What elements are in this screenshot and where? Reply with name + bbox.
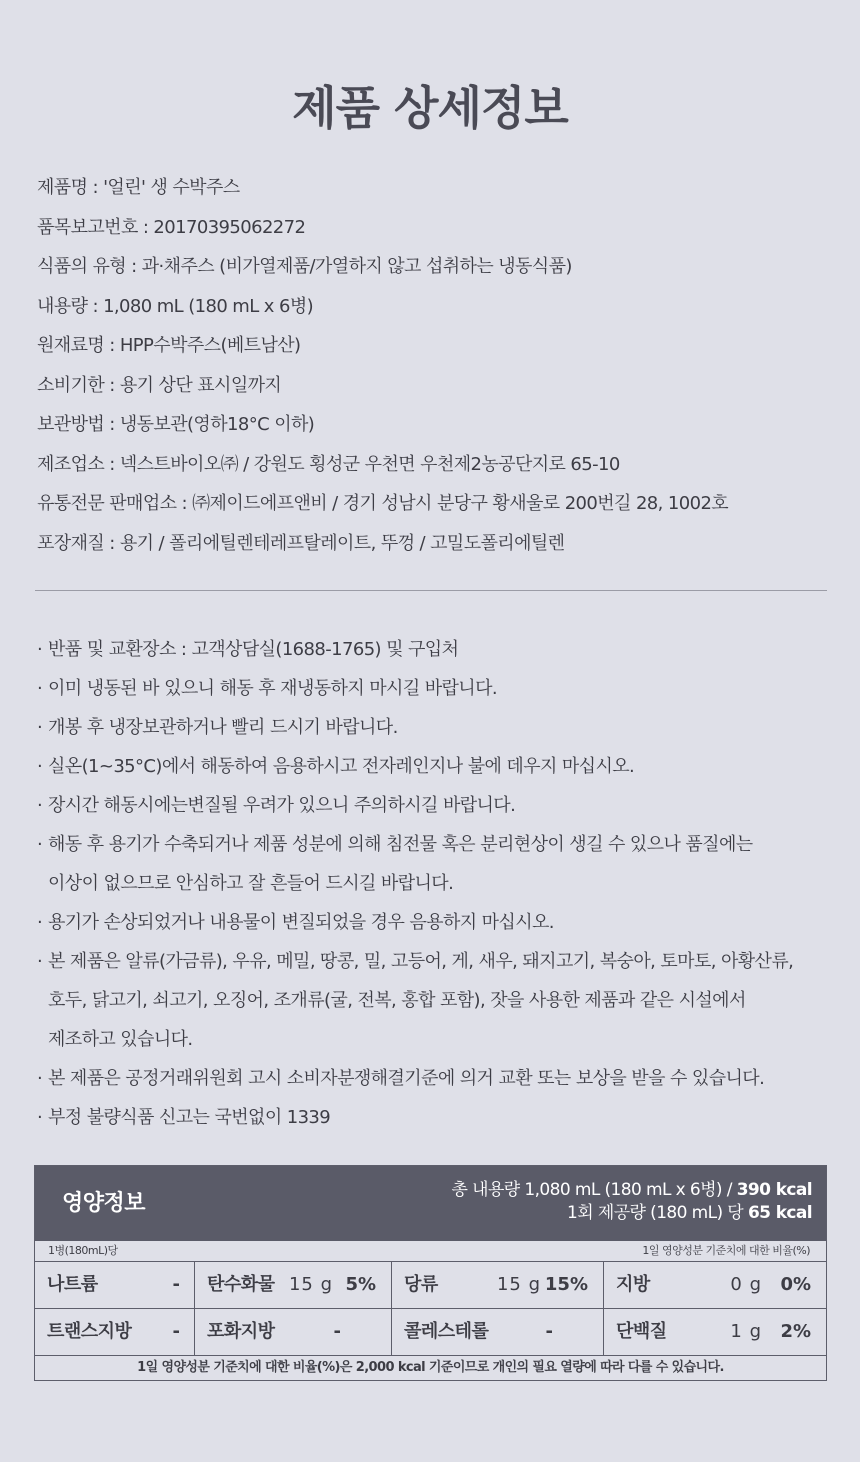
bullet: · xyxy=(37,1107,43,1128)
info-product-name: 제품명 : '얼린' 생 수박주스 xyxy=(37,177,240,198)
info-expiry: 소비기한 : 용기 상단 표시일까지 xyxy=(37,374,282,396)
info-volume: 내용량 : 1,080 mL (180 mL x 6병) xyxy=(37,295,314,317)
bullet: · xyxy=(37,717,43,738)
note-item xyxy=(37,942,852,1059)
section-divider xyxy=(35,590,827,591)
note-text-continued: 호두, 닭고기, 쇠고기, 오징어, 조개류(굴, 전복, 홍합 포함), 잣을 사용한 제품과 같은 시설에서 xyxy=(48,990,746,1011)
note-text: 이미 냉동된 바 있으니 해동 후 재냉동하지 마시길 바랍니다. xyxy=(48,678,498,699)
nutrient-amount: 15 g xyxy=(288,1274,333,1295)
nutrient-name: 당류 xyxy=(404,1274,438,1295)
daily-ratio-label: 1일 영양성분 기준치에 대한 비율(%) xyxy=(642,1244,810,1257)
nutrient-sugars xyxy=(392,1262,604,1308)
nutrient-pct: 2% xyxy=(780,1321,811,1342)
product-info-list xyxy=(37,174,728,569)
note-item xyxy=(37,825,852,903)
bullet: · xyxy=(37,639,43,660)
total-kcal: 390 kcal xyxy=(736,1180,812,1200)
bullet: · xyxy=(37,951,43,972)
nutrient-carbohydrate xyxy=(195,1262,392,1308)
nutrition-title: 영양정보 xyxy=(62,1191,146,1216)
nutrient-protein xyxy=(604,1309,826,1355)
note-text: 본 제품은 알류(가금류), 우유, 메밀, 땅콩, 밀, 고등어, 게, 새우, 돼지고기, 복숭아, 토마토, 아황산류, xyxy=(48,951,794,972)
serving-kcal: 65 kcal xyxy=(747,1203,812,1223)
bullet: · xyxy=(37,795,43,816)
note-item xyxy=(37,669,852,708)
note-text: 반품 및 교환장소 : 고객상담실(1688-1765) 및 구입처 xyxy=(48,639,459,660)
nutrition-facts-table xyxy=(34,1165,827,1381)
nutrient-sodium xyxy=(35,1262,195,1308)
nutrient-saturated-fat xyxy=(195,1309,392,1355)
info-distributor: 유통전문 판매업소 : ㈜제이드에프앤비 / 경기 성남시 분당구 황새울로 200번길 28, 1002호 xyxy=(37,493,729,514)
nutrition-total-summary xyxy=(452,1179,813,1225)
serving-line xyxy=(452,1202,813,1225)
note-item xyxy=(37,630,852,669)
nutrient-row xyxy=(35,1262,826,1309)
nutrition-header xyxy=(35,1166,826,1241)
nutrient-name: 단백질 xyxy=(616,1321,667,1342)
note-item xyxy=(37,1098,852,1137)
nutrient-fat xyxy=(604,1262,826,1308)
note-text: 본 제품은 공정거래위원회 고시 소비자분쟁해결기준에 의거 교환 또는 보상을 받을 수 있습니다. xyxy=(48,1068,765,1089)
note-item xyxy=(37,1059,852,1098)
nutrient-cholesterol xyxy=(392,1309,604,1355)
note-text: 장시간 해동시에는변질될 우려가 있으니 주의하시길 바랍니다. xyxy=(48,795,516,816)
total-volume-text: 총 내용량 1,080 mL (180 mL x 6병) / xyxy=(451,1180,737,1200)
note-text: 용기가 손상되었거나 내용물이 변질되었을 경우 음용하지 마십시오. xyxy=(48,912,554,933)
total-volume-line xyxy=(452,1179,813,1202)
nutrient-pct: 5% xyxy=(345,1274,376,1295)
bullet: · xyxy=(37,678,43,699)
info-ingredients: 원재료명 : HPP수박주스(베트남산) xyxy=(37,335,301,356)
nutrition-footnote: 1일 영양성분 기준치에 대한 비율(%)은 2,000 kcal 기준이므로 개인의 필요 열량에 따라 다를 수 있습니다. xyxy=(137,1360,724,1375)
note-item xyxy=(37,747,852,786)
nutrient-amount: 15 g xyxy=(496,1274,541,1295)
nutrient-name: 트랜스지방 xyxy=(47,1321,132,1342)
note-text: 부정 불량식품 신고는 국번없이 1339 xyxy=(48,1107,331,1128)
nutrient-amount: 0 g xyxy=(730,1274,762,1295)
nutrient-name: 탄수화물 xyxy=(207,1274,275,1295)
notes-list xyxy=(37,630,852,1137)
info-packaging: 포장재질 : 용기 / 폴리에틸렌테레프탈레이트, 뚜껑 / 고밀도폴리에틸렌 xyxy=(37,532,565,554)
note-text-continued: 제조하고 있습니다. xyxy=(48,1029,193,1050)
nutrient-pct: - xyxy=(545,1321,553,1342)
info-food-type: 식품의 유형 : 과·채주스 (비가열제품/가열하지 않고 섭취하는 냉동식품) xyxy=(37,256,572,277)
nutrient-amount: 1 g xyxy=(730,1321,762,1342)
info-manufacturer: 제조업소 : 넥스트바이오㈜ / 강원도 횡성군 우천면 우천제2농공단지로 65-10 xyxy=(37,453,620,475)
page-title: 제품 상세정보 xyxy=(292,81,568,135)
nutrient-trans-fat xyxy=(35,1309,195,1355)
note-item xyxy=(37,786,852,825)
bullet: · xyxy=(37,912,43,933)
bullet: · xyxy=(37,756,43,777)
note-text: 해동 후 용기가 수축되거나 제품 성분에 의해 침전물 혹은 분리현상이 생길 수 있으나 품질에는 xyxy=(48,834,753,855)
note-text: 개봉 후 냉장보관하거나 빨리 드시기 바랍니다. xyxy=(48,717,398,738)
bullet: · xyxy=(37,834,43,855)
nutrient-row xyxy=(35,1309,826,1356)
nutrition-subheader xyxy=(35,1241,826,1262)
info-report-number: 품목보고번호 : 20170395062272 xyxy=(37,216,306,238)
note-item xyxy=(37,708,852,747)
nutrient-pct: 0% xyxy=(780,1274,811,1295)
nutrient-name: 나트륨 xyxy=(47,1274,98,1295)
info-storage: 보관방법 : 냉동보관(영하18°C 이하) xyxy=(37,414,315,435)
nutrient-name: 포화지방 xyxy=(207,1321,275,1342)
per-serving-label: 1병(180mL)당 xyxy=(48,1244,118,1257)
serving-text: 1회 제공량 (180 mL) 당 xyxy=(567,1203,748,1223)
note-item xyxy=(37,903,852,942)
note-text-continued: 이상이 없으므로 안심하고 잘 흔들어 드시길 바랍니다. xyxy=(48,873,454,894)
nutrient-pct: - xyxy=(333,1321,341,1342)
note-text: 실온(1~35°C)에서 해동하여 음용하시고 전자레인지나 불에 데우지 마십시오. xyxy=(48,756,635,777)
bullet: · xyxy=(37,1068,43,1089)
nutrient-name: 콜레스테롤 xyxy=(404,1321,489,1342)
nutrient-pct: - xyxy=(172,1274,180,1295)
nutrient-pct: - xyxy=(172,1321,180,1342)
nutrient-name: 지방 xyxy=(616,1274,650,1295)
nutrient-pct: 15% xyxy=(544,1274,588,1295)
